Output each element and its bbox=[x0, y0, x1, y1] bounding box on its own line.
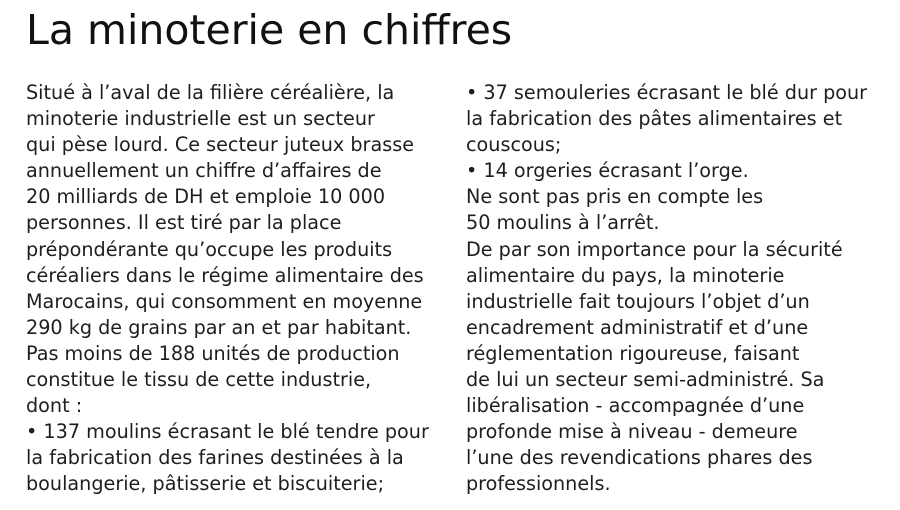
text-line: boulangerie, pâtisserie et biscuiterie; bbox=[26, 472, 385, 496]
text-line: libéralisation - accompagnée d’une bbox=[466, 394, 805, 418]
text-line: professionnels. bbox=[466, 472, 611, 496]
bullet-item-line: • 14 orgeries écrasant l’orge. bbox=[466, 159, 749, 183]
text-line: 50 moulins à l’arrêt. bbox=[466, 211, 660, 235]
bullet-item-line: • 37 semouleries écrasant le blé dur pour bbox=[466, 81, 868, 104]
text-line: de lui un secteur semi-administré. Sa bbox=[466, 368, 825, 392]
text-line: encadrement administratif et d’une bbox=[466, 315, 809, 339]
text-line: minoterie industrielle est un secteur bbox=[26, 107, 375, 131]
text-line: personnes. Il est tiré par la place bbox=[26, 211, 342, 235]
text-line: industrielle fait toujours l’objet d’un bbox=[466, 289, 810, 313]
text-line: dont : bbox=[26, 394, 83, 418]
text-line: Pas moins de 188 unités de production bbox=[26, 341, 400, 365]
article-title: La minoterie en chiffres bbox=[26, 6, 513, 54]
text-line: qui pèse lourd. Ce secteur juteux brasse bbox=[26, 133, 415, 157]
text-line: Marocains, qui consomment en moyenne bbox=[26, 289, 423, 313]
text-line: Ne sont pas pris en compte les bbox=[466, 185, 764, 209]
text-line: 290 kg de grains par an et par habitant. bbox=[26, 315, 412, 339]
text-line: couscous; bbox=[466, 133, 562, 157]
text-line: réglementation rigoureuse, faisant bbox=[466, 341, 800, 365]
text-line: De par son importance pour la sécurité bbox=[466, 237, 843, 261]
text-line: prépondérante qu’occupe les produits bbox=[26, 237, 393, 261]
text-line: annuellement un chiffre d’affaires de bbox=[26, 159, 382, 183]
article-column-left bbox=[26, 80, 456, 498]
text-line: Situé à l’aval de la filière céréalière, la bbox=[26, 81, 395, 104]
text-line: céréaliers dans le régime alimentaire des bbox=[26, 263, 424, 287]
bullet-item-line: • 137 moulins écrasant le blé tendre pour bbox=[26, 420, 429, 444]
article-column-right bbox=[466, 80, 896, 498]
text-line: constitue le tissu de cette industrie, bbox=[26, 368, 372, 392]
text-line: alimentaire du pays, la minoterie bbox=[466, 263, 785, 287]
text-line: la fabrication des farines destinées à la bbox=[26, 446, 404, 470]
text-line: profonde mise à niveau - demeure bbox=[466, 420, 798, 444]
text-line: 20 milliards de DH et emploie 10 000 bbox=[26, 185, 386, 209]
text-line: la fabrication des pâtes alimentaires et bbox=[466, 107, 843, 131]
text-line: l’une des revendications phares des bbox=[466, 446, 813, 470]
